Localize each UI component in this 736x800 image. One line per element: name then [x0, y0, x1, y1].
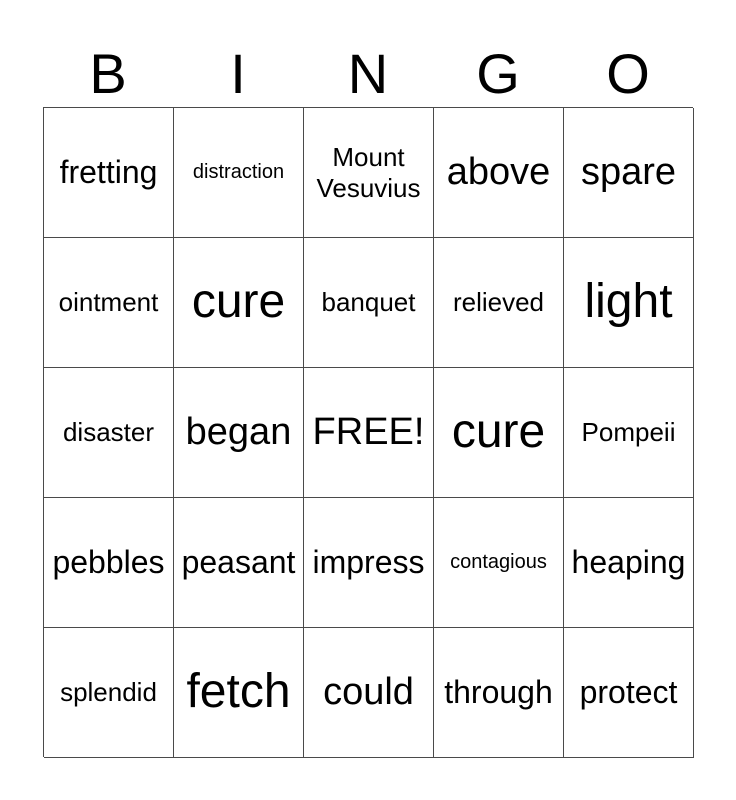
- cell-word: banquet: [321, 287, 416, 318]
- bingo-board: [43, 107, 693, 757]
- bingo-cell[interactable]: [564, 628, 694, 758]
- cell-word: pebbles: [52, 543, 165, 580]
- bingo-cell[interactable]: [44, 238, 174, 368]
- bingo-cell[interactable]: [564, 108, 694, 238]
- bingo-cell[interactable]: [174, 368, 304, 498]
- header-letter-n: N: [347, 42, 389, 105]
- bingo-cell[interactable]: [434, 368, 564, 498]
- cell-word: began: [185, 411, 292, 454]
- bingo-cell[interactable]: [174, 498, 304, 628]
- cell-word: peasant: [181, 543, 296, 580]
- cell-word: impress: [312, 543, 425, 580]
- cell-word: Mount Vesuvius: [316, 141, 421, 203]
- cell-word: ointment: [58, 287, 159, 318]
- bingo-cell[interactable]: [434, 238, 564, 368]
- cell-word: heaping: [571, 543, 686, 580]
- bingo-cell[interactable]: [434, 628, 564, 758]
- cell-word: splendid: [60, 677, 157, 708]
- cell-word: through: [444, 673, 553, 710]
- header-letter-i: I: [230, 42, 246, 105]
- header-letter-o: O: [606, 42, 650, 105]
- bingo-cell[interactable]: [44, 628, 174, 758]
- bingo-cell[interactable]: [434, 498, 564, 628]
- header-letter-g: G: [476, 42, 520, 105]
- cell-word: distraction: [192, 160, 285, 183]
- cell-word: could: [323, 671, 414, 714]
- bingo-cell[interactable]: [304, 498, 434, 628]
- cell-word: relieved: [452, 287, 545, 318]
- cell-word: cure: [451, 405, 546, 459]
- bingo-cell[interactable]: [174, 108, 304, 238]
- bingo-cell[interactable]: [304, 108, 434, 238]
- cell-word: fretting: [59, 153, 158, 190]
- bingo-header: [43, 40, 693, 108]
- cell-word: protect: [579, 673, 678, 710]
- cell-word: spare: [580, 151, 677, 194]
- cell-word: contagious: [450, 550, 547, 573]
- cell-word: Pompeii: [581, 417, 676, 448]
- bingo-cell[interactable]: [564, 368, 694, 498]
- cell-word: cure: [191, 275, 286, 329]
- bingo-cell[interactable]: [174, 238, 304, 368]
- cell-word: fetch: [186, 665, 291, 719]
- cell-word: light: [584, 275, 673, 329]
- header-letter-b: B: [89, 42, 127, 105]
- free-space-label: FREE!: [312, 411, 425, 454]
- bingo-cell[interactable]: [564, 238, 694, 368]
- cell-word: above: [446, 151, 551, 194]
- bingo-cell[interactable]: [44, 368, 174, 498]
- free-space-cell[interactable]: [304, 368, 434, 498]
- bingo-cell[interactable]: [304, 238, 434, 368]
- bingo-cell[interactable]: [304, 628, 434, 758]
- bingo-cell[interactable]: [564, 498, 694, 628]
- bingo-cell[interactable]: [44, 108, 174, 238]
- cell-word: disaster: [62, 417, 155, 448]
- bingo-cell[interactable]: [44, 498, 174, 628]
- bingo-cell[interactable]: [434, 108, 564, 238]
- bingo-cell[interactable]: [174, 628, 304, 758]
